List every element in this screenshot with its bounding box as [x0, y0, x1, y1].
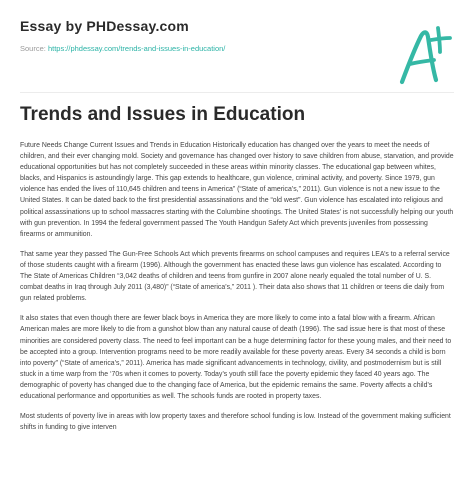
article-paragraph: That same year they passed The Gun-Free Schools Act which prevents firearms on school campuses and requires LEA’s to a referral service of those students caught with a firearm (1996). Although the government has enacted these laws gun violence has escalated. According to The State of Americas Children “3,042 deaths of children and teens from gunfire in 2007 alone nearly equaled the total number of U. S. combat deaths in Iraq through July 2011 (3,480)” (“State of america’s,” 2011 ). Their data also shows that 11 children or teens die daily from gun related problems. [20, 250, 450, 303]
article-title: Trends and Issues in Education [20, 104, 306, 125]
site-brand: Essay by PHDessay.com [20, 18, 189, 34]
source-line [20, 44, 454, 53]
a-plus-logo-icon [394, 22, 454, 92]
source-link[interactable]: https://phdessay.com/trends-and-issues-in-education/ [47, 44, 226, 53]
article-paragraph: Future Needs Change Current Issues and Trends in Education Historically education has changed over the years to meet the needs of children, and their ever changing mold. Society and governance has changed over history to save children from abuse, starvation, and provide educational opportunities but has not completely succeeded in these areas within minority classes. The educational gap between whites, blacks, and Hispanics is astoundingly large. This gap extends to healthcare, gun violence, criminal activity, and poverty. Since 1979, gun violence has ended the lives of 110,645 children and teens in America” (“State of america’s,” 2011). Gun violence is not a new issue to the United States. It can be dated back to the first presidential assassinations and the “old west”. Gun violence has escalated into religious and political assassinations up to school massacres starting with the Columbine shootings. The United States’ is not successfully helping our youth with gun prevention. In 1994 the federal government passed The Youth Handgun Safety Act which prevents juveniles from possessing firearms or ammunition. [20, 142, 454, 238]
header-divider [20, 92, 454, 93]
article-paragraph: It also states that even though there are fewer black boys in America they are more likely to come into a fatal blow with a firearm. African American males are more likely to die from a gunshot blow than any natural cause of death (1996). The sad issue here is that most of these minorities are considered poverty class. The need to feel important can be a huge determining factor for these young males, and their need to be accepted into a group. Intervention programs need to be more readily available for these poverty areas. Every 34 seconds a child is born into poverty” (“State of america’s,” 2011). America has made significant advancements in technology, civility, and postmodernism but is still stuck in a time warp from the ‘70s when it comes to poverty. Today’s youth still face the poverty epidemic they faced 40 years ago. The demographic of poverty has changed due to the changing face of America, but the epidemic remains the same. Poverty affects a child’s educational performance and opportunities as well. The schools funds are rooted in property taxes. [20, 315, 452, 400]
site-header [20, 18, 454, 53]
bottom-fade [0, 457, 474, 483]
article-paragraph: Most students of poverty live in areas with low property taxes and therefore school funding is low. Instead of the government making sufficient shifts in funding to give interven [20, 413, 451, 432]
article-body [20, 140, 454, 442]
source-label: Source: [20, 44, 48, 53]
